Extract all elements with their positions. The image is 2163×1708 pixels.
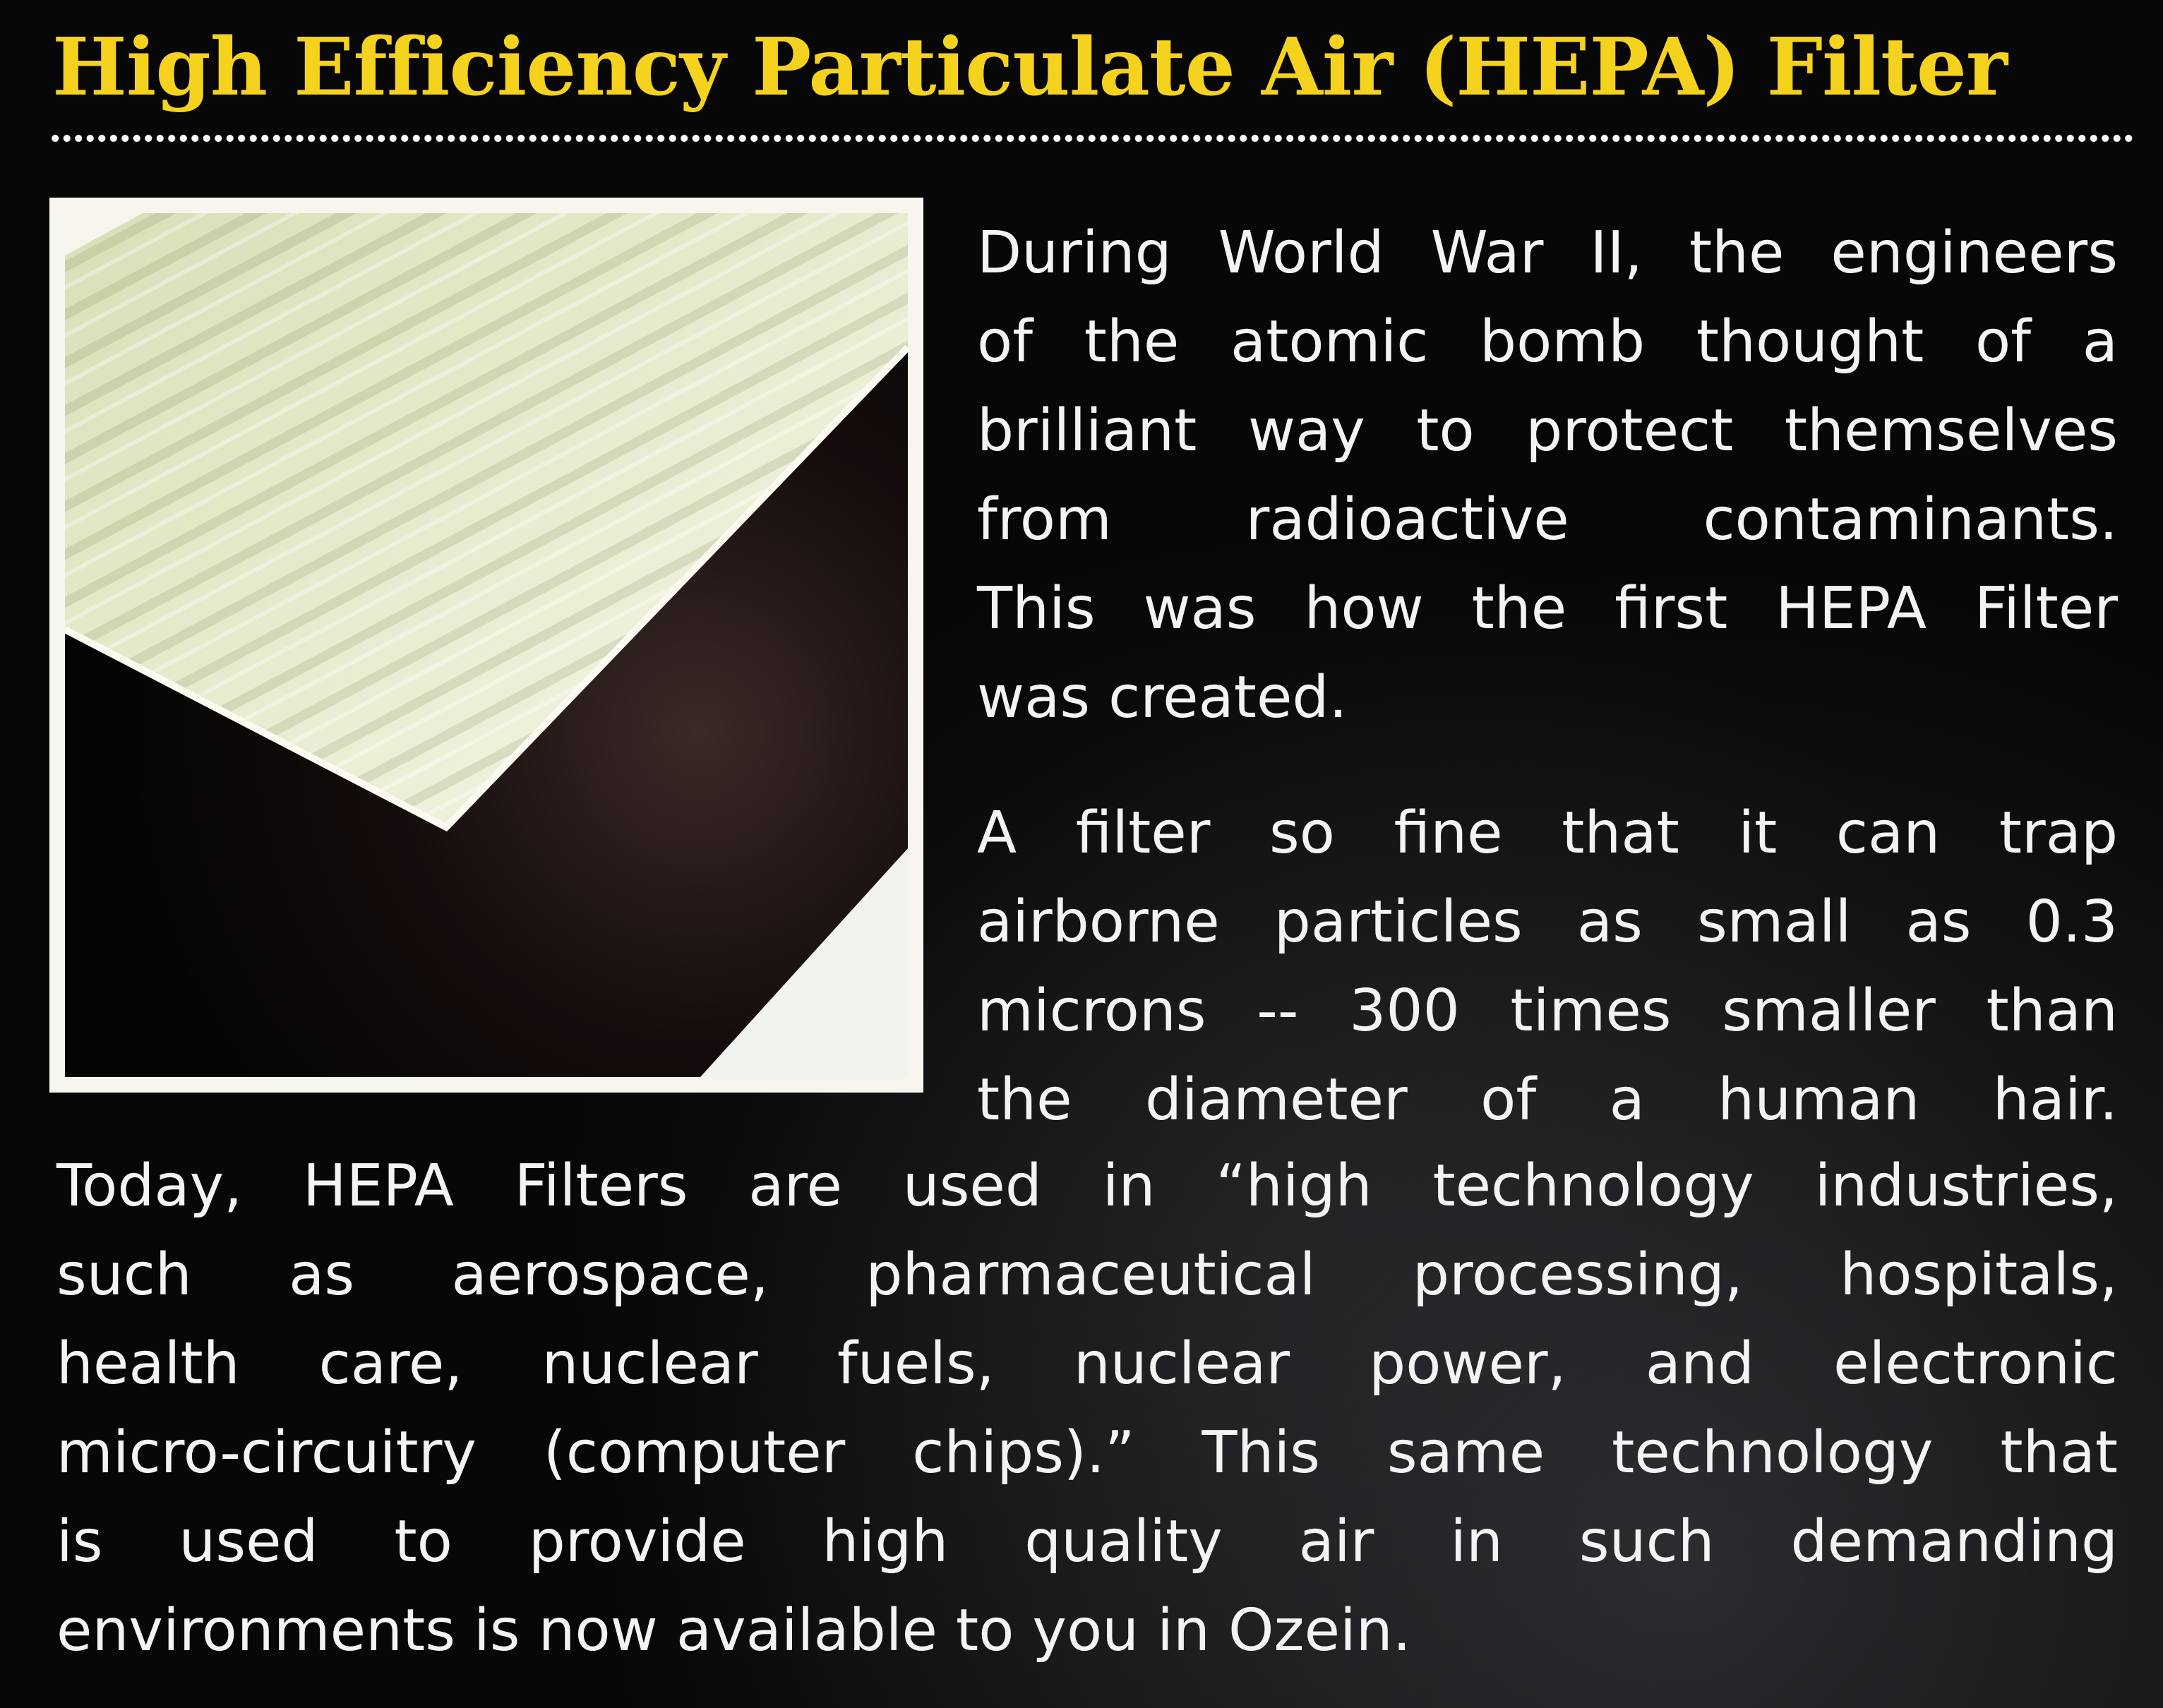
paragraph-particles-line: A filter so fine that it can trap [977, 800, 2118, 867]
filter-photo [49, 198, 923, 1093]
paragraph-applications-line: health care, nuclear fuels, nuclear power, and electronic [56, 1330, 2118, 1397]
paragraph-history-line: of the atomic bomb thought of a [977, 308, 2118, 375]
paragraph-applications-line: Today, HEPA Filters are used in “high technology industries, [56, 1153, 2118, 1220]
paragraph-particles-line: airborne particles as small as 0.3 [977, 889, 2118, 956]
paragraph-history [977, 209, 2118, 742]
panel-title: High Efficiency Particulate Air (HEPA) Filter [52, 21, 2008, 114]
dotted-divider [49, 133, 2133, 144]
paragraph-particles-line: the diameter of a human hair. [977, 1066, 2118, 1133]
paragraph-particles-line: microns -- 300 times smaller than [977, 978, 2118, 1045]
paragraph-history-line: was created. [977, 664, 1348, 731]
paragraph-history-line: from radioactive contaminants. [977, 486, 2118, 553]
paragraph-applications-line: is used to provide high quality air in such demanding [56, 1508, 2118, 1575]
filter-media-image [65, 213, 908, 1077]
paragraph-applications-line: micro-circuitry (computer chips).” This same technology that [56, 1419, 2118, 1486]
paragraph-applications [56, 1142, 2118, 1676]
paragraph-history-line: brilliant way to protect themselves [977, 397, 2118, 464]
paragraph-applications-line: such as aerospace, pharmaceutical processing, hospitals, [56, 1241, 2118, 1309]
paragraph-particles [977, 789, 2118, 1145]
paragraph-applications-line: environments is now available to you in Ozein. [56, 1597, 1411, 1664]
paragraph-history-line: During World War II, the engineers [977, 219, 2118, 287]
paragraph-history-line: This was how the first HEPA Filter [977, 575, 2118, 642]
